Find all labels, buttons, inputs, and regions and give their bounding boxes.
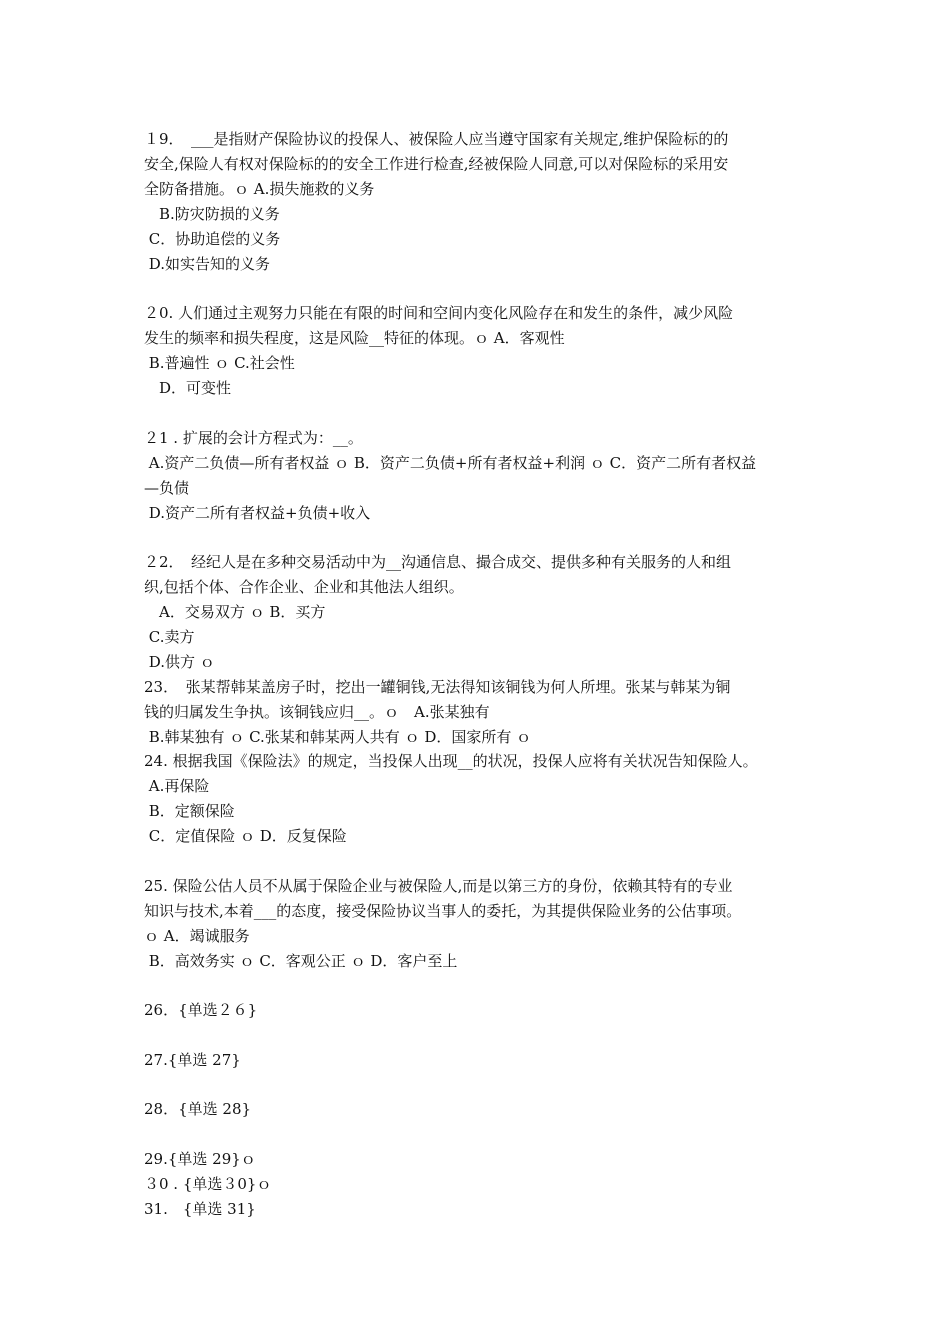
q20-options-bc: B.普遍性 ｏ C.社会性 bbox=[144, 354, 295, 372]
q20-option-d: D．可变性 bbox=[144, 379, 232, 397]
q19-option-b: B.防灾防损的义务 bbox=[144, 205, 280, 223]
q25-option-a: ｏ A．竭诚服务 bbox=[144, 927, 250, 945]
q20-line-2: 发生的频率和损失程度，这是风险__特征的体现。ｏ A．客观性 bbox=[144, 329, 565, 347]
q22-option-c: C.卖方 bbox=[144, 628, 195, 646]
q30-line: ３0 . {单选３0}ｏ bbox=[144, 1175, 272, 1193]
q19-line-3: 全防备措施。ｏ A.损失施救的义务 bbox=[144, 180, 375, 198]
q24-options-cd: C．定值保险 ｏ D．反复保险 bbox=[144, 827, 347, 845]
q24-option-a: A.再保险 bbox=[144, 777, 210, 795]
q24-line-1: 24. 根据我国《保险法》的规定，当投保人出现__的状况，投保人应将有关状况告知保险人。 bbox=[144, 752, 758, 770]
q19-line-2: 安全,保险人有权对保险标的的安全工作进行检查,经被保险人同意,可以对保险标的采用安 bbox=[144, 155, 729, 173]
q19-line-1: １9． ___是指财产保险协议的投保人、被保险人应当遵守国家有关规定,维护保险标的的 bbox=[144, 130, 729, 148]
q21-option-d: D.资产二所有者权益+负债+收入 bbox=[144, 504, 371, 522]
q25-line-1: 25. 保险公估人员不从属于保险企业与被保险人,而是以第三方的身份，依赖其特有的专业 bbox=[144, 877, 733, 895]
q21-options-abc-cont: —负债 bbox=[144, 479, 190, 497]
q29-line: 29.{单选 29}ｏ bbox=[144, 1150, 256, 1168]
q23-line-2: 钱的归属发生争执。该铜钱应归__。ｏ A.张某独有 bbox=[144, 703, 490, 721]
q25-line-2: 知识与技术,本着___的态度，接受保险协议当事人的委托，为其提供保险业务的公估事项。 bbox=[144, 902, 742, 920]
q21-line-1: ２1 . 扩展的会计方程式为：__。 bbox=[144, 429, 363, 447]
q22-line-1: ２2． 经纪人是在多种交易活动中为__沟通信息、撮合成交、提供多种有关服务的人和组 bbox=[144, 553, 732, 571]
q31-line: 31. {单选 31} bbox=[144, 1200, 256, 1218]
q19-option-c: C．协助追偿的义务 bbox=[144, 230, 281, 248]
q28-line: 28．{单选 28} bbox=[144, 1100, 252, 1118]
q22-options-ab: A．交易双方 ｏ B．买方 bbox=[144, 603, 326, 621]
q22-line-2: 织,包括个体、合作企业、企业和其他法人组织。 bbox=[144, 578, 464, 596]
q21-options-abc: A.资产二负债—所有者权益 ｏ B．资产二负债+所有者权益+利润 ｏ C．资产二所有者权益 bbox=[144, 454, 757, 472]
q27-line: 27.{单选 27} bbox=[144, 1051, 241, 1069]
q24-option-b: B．定额保险 bbox=[144, 802, 235, 820]
q20-line-1: ２0. 人们通过主观努力只能在有限的时间和空间内变化风险存在和发生的条件，减少风险 bbox=[144, 304, 734, 322]
q22-option-d: D.供方 ｏ bbox=[144, 653, 215, 671]
q19-option-d: D.如实告知的义务 bbox=[144, 255, 271, 273]
q23-options-bcd: B.韩某独有 ｏ C.张某和韩某两人共有 ｏ D．国家所有 ｏ bbox=[144, 728, 532, 746]
q25-options-bcd: B．高效务实 ｏ C．客观公正 ｏ D．客户至上 bbox=[144, 952, 458, 970]
q26-line: 26．{单选２６} bbox=[144, 1001, 258, 1019]
q23-line-1: 23． 张某帮韩某盖房子时，挖出一罐铜钱,无法得知该铜钱为何人所埋。张某与韩某为铜 bbox=[144, 678, 731, 696]
